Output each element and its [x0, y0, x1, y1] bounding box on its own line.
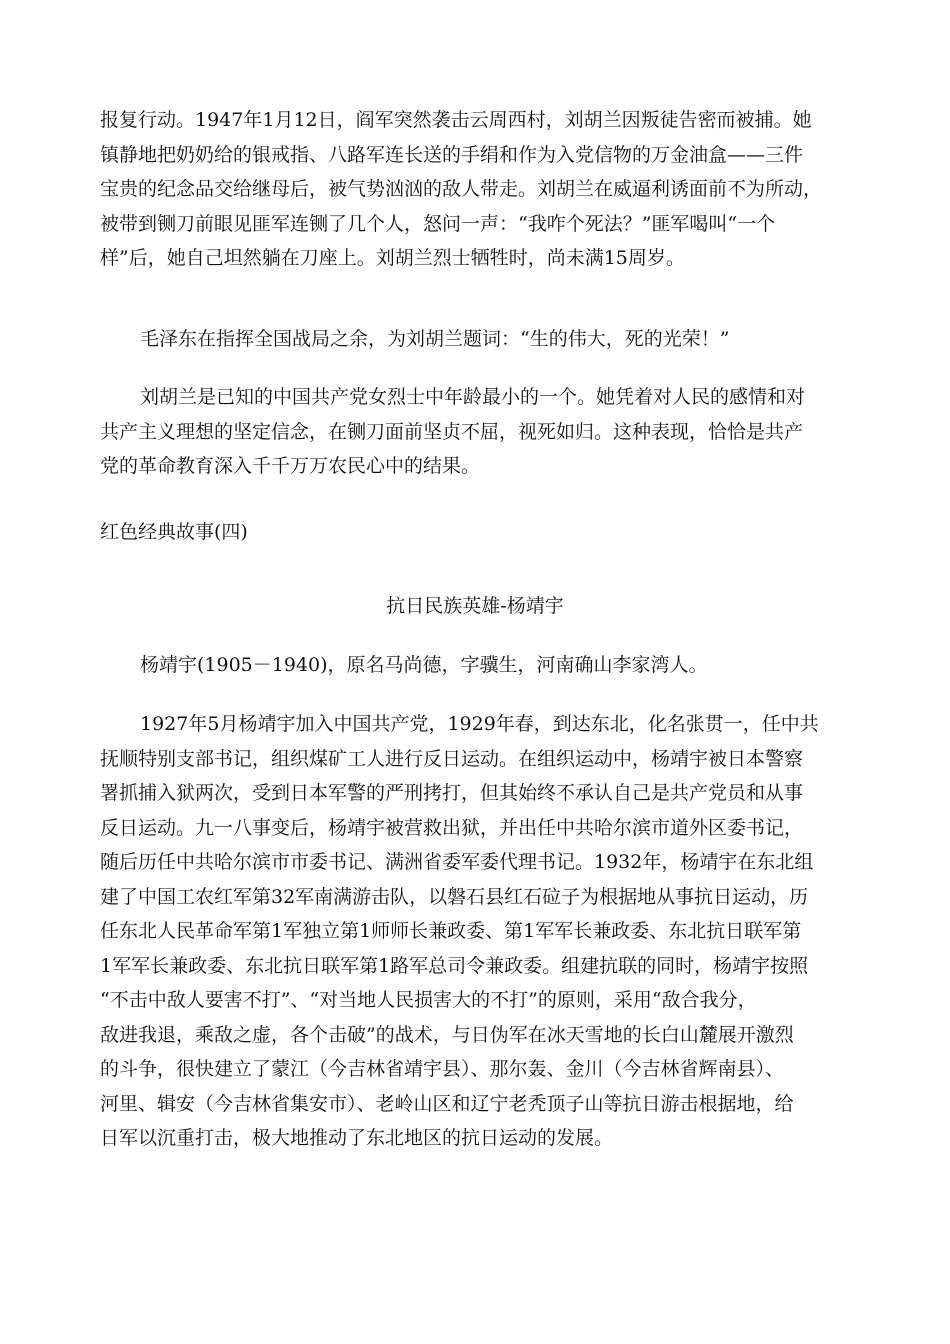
- paragraph-yang-jingyu-intro: [100, 648, 860, 683]
- paragraph-liu-hulan-legacy: [100, 380, 860, 484]
- text-line: 杨靖宇(1905－1940)，原名马尚德，字骥生，河南确山李家湾人。: [140, 654, 708, 676]
- text-line: 共产主义理想的坚定信念，在铡刀面前坚贞不屈，视死如归。这种表现，恰恰是共产: [100, 420, 804, 443]
- paragraph-yang-jingyu-biography: [100, 707, 860, 1156]
- text-line: 署抓捕入狱两次，受到日本军警的严刑拷打，但其始终不承认自己是共产党员和从事: [100, 782, 804, 804]
- text-line: 建了中国工农红军第32军南满游击队，以磐石县红石砬子为根据地从事抗日运动，历: [100, 885, 809, 908]
- paragraph-liu-hulan-capture: [100, 103, 860, 276]
- story-title: 抗日民族英雄-杨靖宇: [386, 595, 564, 617]
- text-line: 镇静地把奶奶给的银戒指、八路军连长送的手绢和作为入党信物的万金油盒——三件: [100, 143, 804, 166]
- text-line: 样”后，她自己坦然躺在刀座上。刘胡兰烈士牺牲时，尚未满15周岁。: [100, 247, 685, 269]
- text-line: 1927年5月杨靖宇加入中国共产党，1929年春，到达东北，化名张贯一，任中共: [140, 713, 819, 735]
- text-line: 1军军长兼政委、东北抗日联军第1路军总司令兼政委。组建抗联的同时，杨靖宇按照: [100, 954, 809, 977]
- section-heading: 红色经典故事(四): [100, 521, 248, 543]
- text-line: 毛泽东在指挥全国战局之余，为刘胡兰题词：“生的伟大，死的光荣！”: [140, 328, 730, 350]
- text-line: 反日运动。九一八事变后，杨靖宇被营救出狱，并出任中共哈尔滨市道外区委书记，: [100, 816, 804, 839]
- text-line: 随后历任中共哈尔滨市市委书记、满洲省委军委代理书记。1932年，杨靖宇在东北组: [100, 851, 814, 873]
- text-line: 被带到铡刀前眼见匪军连铡了几个人，怒问一声：“我咋个死法？”匪军喝叫“一个: [100, 212, 776, 235]
- text-line: 党的革命教育深入千千万万农民心中的结果。: [100, 455, 481, 477]
- text-line: 日军以沉重打击，极大地推动了东北地区的抗日运动的发展。: [100, 1127, 614, 1149]
- text-line: 抚顺特别支部书记，组织煤矿工人进行反日运动。在组织运动中，杨靖宇被日本警察: [100, 747, 804, 770]
- text-line: 报复行动。1947年1月12日，阎军突然袭击云周西村，刘胡兰因叛徒告密而被捕。她: [100, 109, 812, 131]
- text-line: 的斗争，很快建立了蒙江（今吉林省靖宇县）、那尔轰、金川（今吉林省辉南县）、: [100, 1058, 785, 1080]
- text-line: 河里、辑安（今吉林省集安市）、老岭山区和辽宁老秃顶子山等抗日游击根据地，给: [100, 1092, 794, 1115]
- text-line: 宝贵的纪念品交给继母后，被气势汹汹的敌人带走。刘胡兰在威逼利诱面前不为所动，: [100, 178, 823, 200]
- text-line: “不击中敌人要害不打”、“对当地人民损害大的不打”的原则，采用“敌合我分，: [100, 989, 757, 1011]
- text-line: 敌进我退，乘敌之虚，各个击破”的战术，与日伪军在冰天雪地的长白山麓展开激烈: [100, 1023, 794, 1046]
- text-line: 任东北人民革命军第1军独立第1师师长兼政委、第1军军长兼政委、东北抗日联军第: [100, 920, 802, 942]
- text-line: 刘胡兰是已知的中国共产党女烈士中年龄最小的一个。她凭着对人民的感情和对: [140, 386, 806, 408]
- paragraph-mao-inscription: [100, 322, 860, 357]
